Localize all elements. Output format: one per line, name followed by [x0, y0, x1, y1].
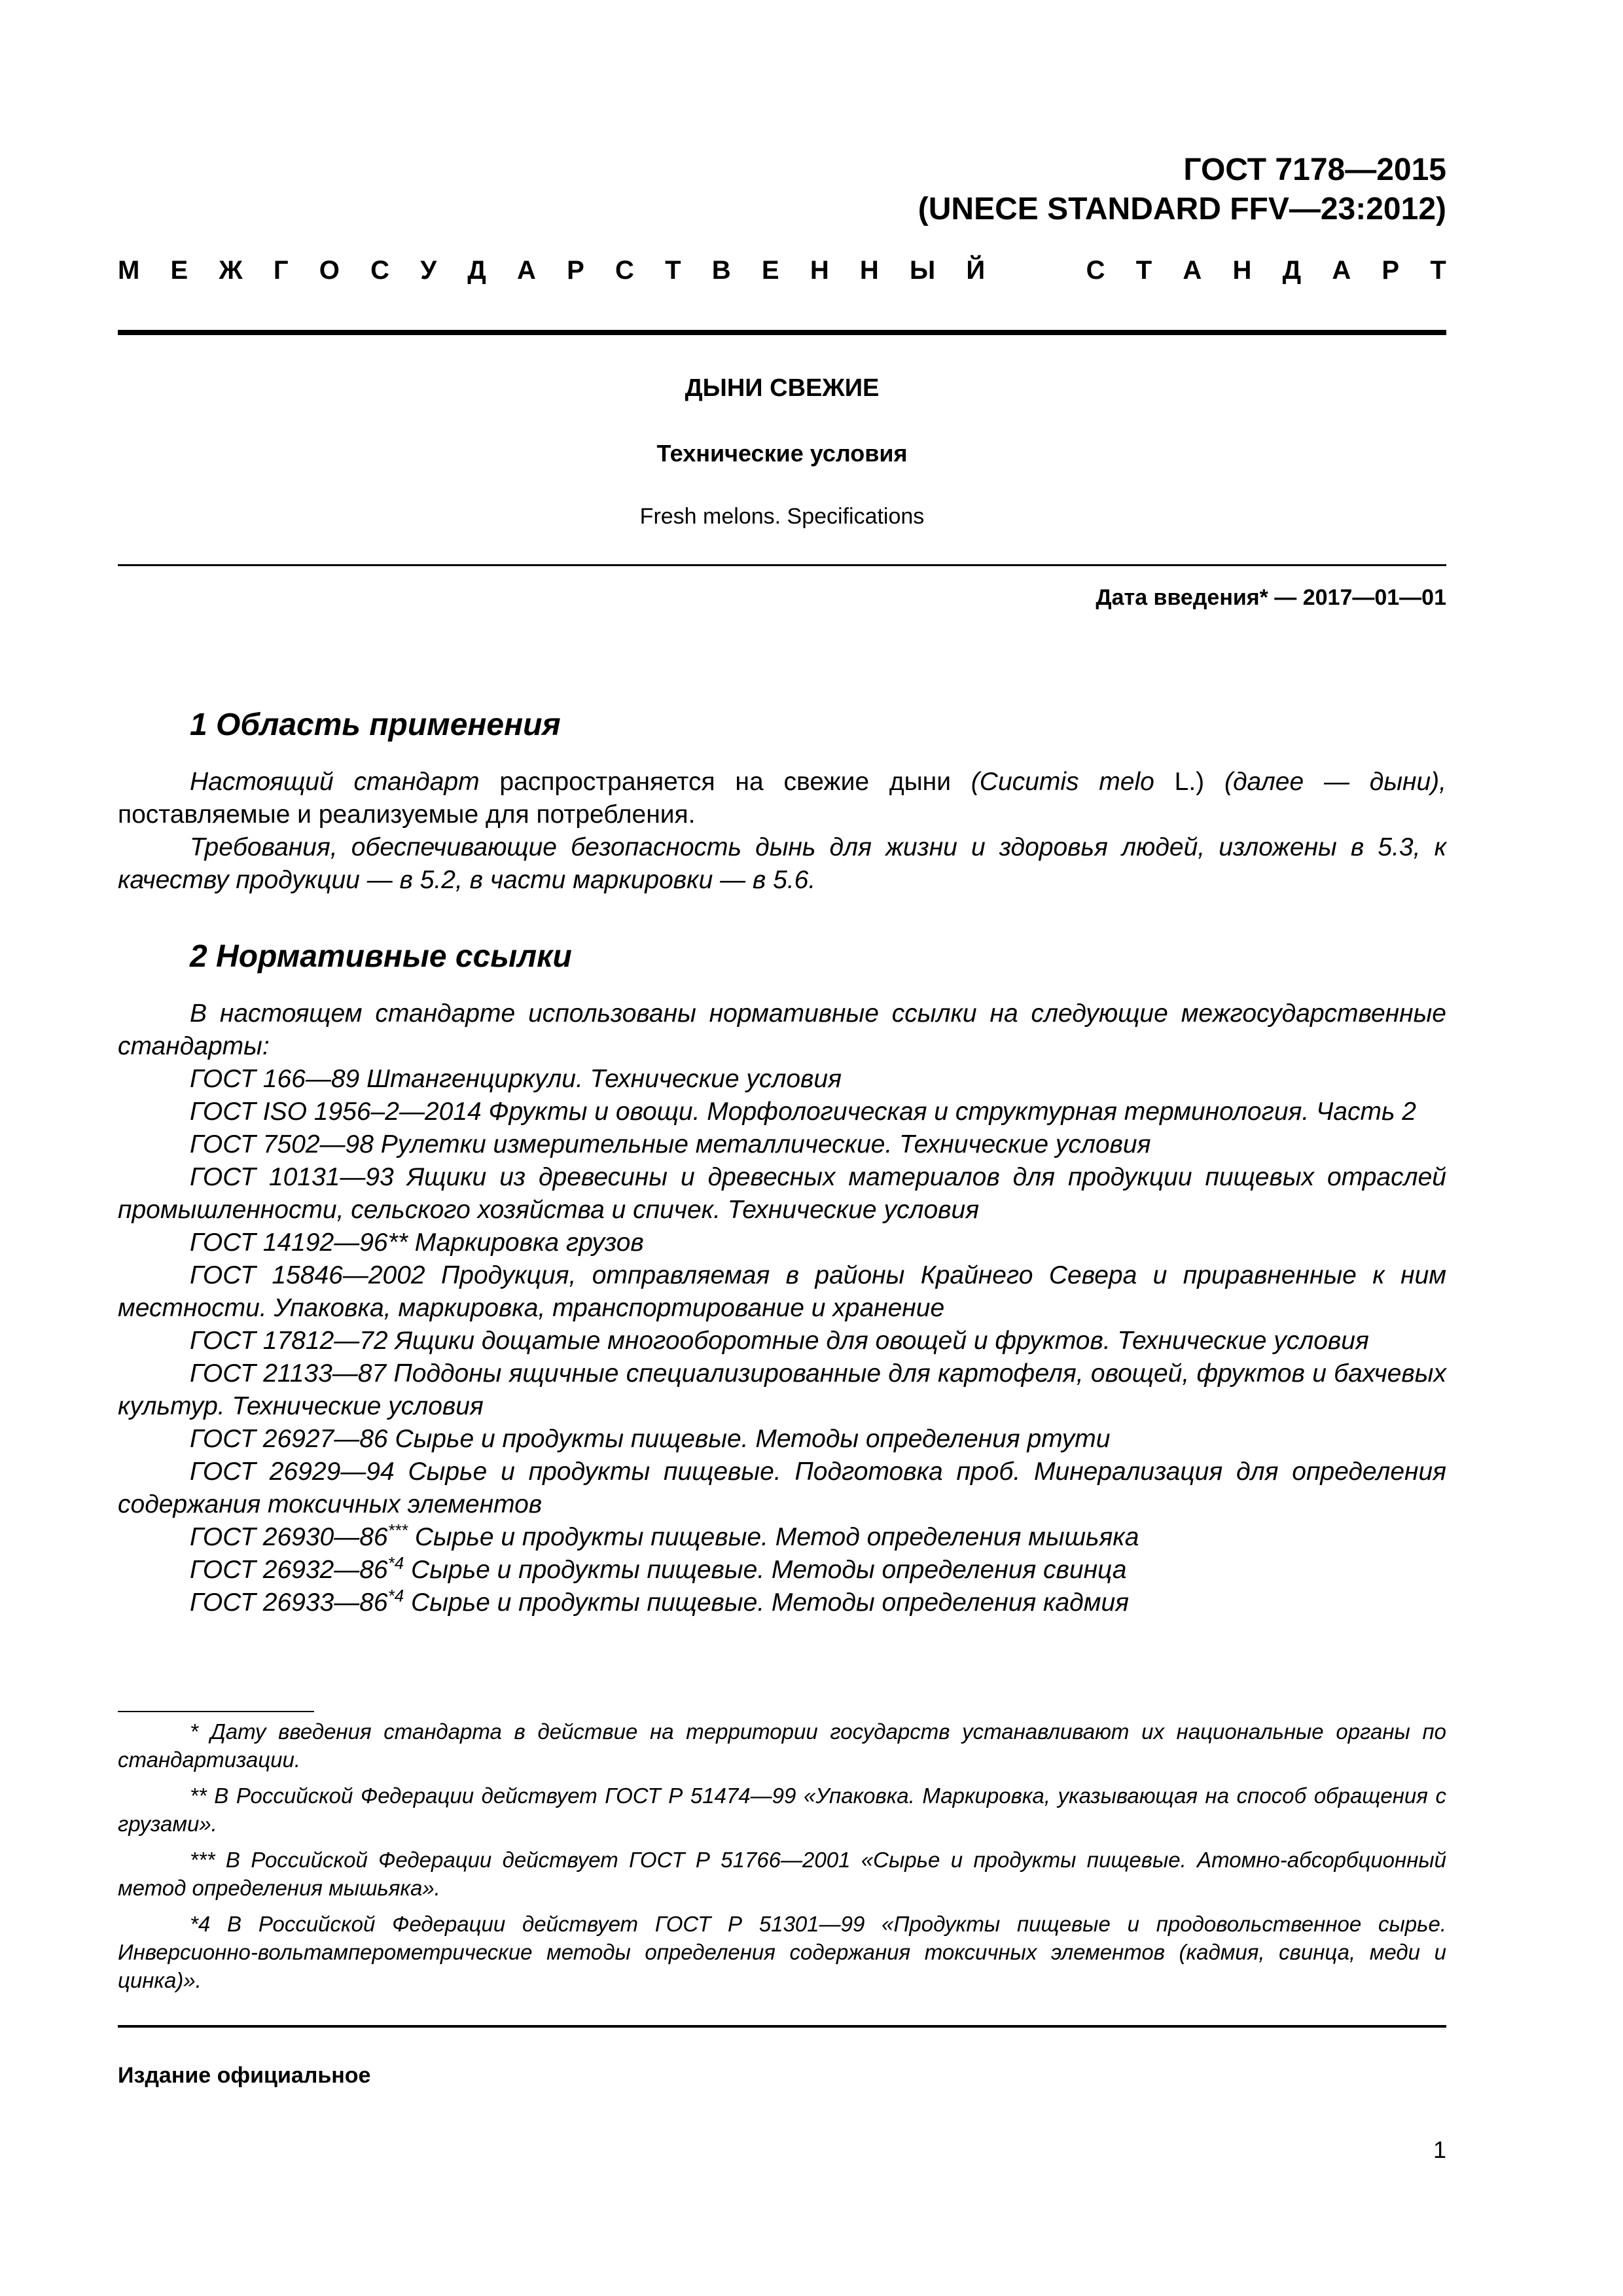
banner-letter: Р — [1382, 256, 1400, 285]
banner-letter: Т — [665, 256, 681, 285]
footnote-mark: *** — [387, 1520, 408, 1540]
section-heading: 1 Область применения — [190, 708, 561, 742]
banner-letter: Т — [1135, 256, 1152, 285]
banner-letter: А — [1332, 256, 1351, 285]
document-page — [118, 0, 1446, 2296]
references-intro: В настоящем стандарте использованы нормативные ссылки на следующие межгосударственные стандарты: — [118, 999, 1446, 1060]
banner-letter: Е — [761, 256, 779, 285]
banner-letter: Ж — [219, 256, 243, 285]
text-run: (далее — дыни), — [1224, 768, 1446, 796]
reference-item — [118, 1325, 1446, 1357]
reference-item — [118, 1259, 1446, 1325]
banner-letter: О — [319, 256, 340, 285]
banner-word-gap — [1016, 254, 1055, 287]
banner-letter: Ы — [910, 256, 936, 285]
banner-letter: Й — [966, 256, 986, 285]
document-subtitle: Технические условия — [656, 440, 908, 467]
footnote-text: В Российской Федерации действует ГОСТ Р 51474—99 «Упаковка. Маркировка, указывающая на способ обращения с грузами». — [118, 1784, 1446, 1836]
official-edition-label: Издание официальное — [118, 2063, 371, 2088]
footnotes — [118, 1717, 1446, 2002]
text-run: поставляемые и реализуемые для потребления. — [118, 800, 696, 829]
footnote-mark: * — [190, 1719, 198, 1744]
banner-letter: А — [1183, 256, 1202, 285]
footnote — [118, 1782, 1446, 1838]
reference-text: ГОСТ 21133—87 Поддоны ящичные специализированные для картофеля, овощей, фруктов и бахчевых культур. Технические условия — [118, 1359, 1446, 1420]
footnote — [118, 1717, 1446, 1774]
standard-international-equivalent: (UNECE STANDARD FFV—23:2012) — [918, 192, 1446, 226]
reference-text: ГОСТ 7502—98 Рулетки измерительные металлические. Технические условия — [190, 1130, 1151, 1158]
text-run: (Cucumis melo — [971, 768, 1154, 796]
reference-text: ГОСТ 26929—94 Сырье и продукты пищевые. Подготовка проб. Минерализация для определения содержания токсичных элементов — [118, 1458, 1446, 1518]
document-title-english: Fresh melons. Specifications — [639, 504, 925, 529]
reference-item — [118, 1456, 1446, 1521]
banner-letter: Н — [1232, 256, 1252, 285]
banner-letter: У — [420, 256, 437, 285]
reference-text: Сырье и продукты пищевые. Методы определения свинца — [404, 1556, 1127, 1584]
text-run: L.) — [1154, 768, 1224, 796]
banner-letter: С — [370, 256, 389, 285]
reference-text: ГОСТ 26933—86 — [190, 1588, 388, 1617]
reference-text: ГОСТ 14192—96** Маркировка грузов — [190, 1229, 644, 1257]
banner-letter: Е — [170, 256, 188, 285]
scope-paragraph — [118, 766, 1446, 831]
introduction-date: Дата введения* — 2017—01—01 — [1096, 585, 1446, 610]
reference-item — [118, 1521, 1446, 1554]
footnote-mark: *4 — [387, 1553, 404, 1573]
reference-text: ГОСТ 10131—93 Ящики из древесины и древесных материалов для продукции пищевых отраслей промышленности, сельского хозяйства и спичек. Технические условия — [118, 1163, 1446, 1224]
banner-letter: С — [1086, 256, 1105, 285]
footer-divider — [118, 2025, 1446, 2028]
section-normative-references — [118, 937, 1446, 1619]
reference-item — [118, 1161, 1446, 1227]
reference-text: Сырье и продукты пищевые. Метод определения мышьяка — [407, 1523, 1139, 1551]
text-run: Настоящий стандарт — [190, 768, 480, 796]
title-divider — [118, 564, 1446, 566]
interstate-standard-banner — [118, 254, 1446, 287]
standard-designation — [918, 151, 1446, 229]
reference-text: ГОСТ 15846—2002 Продукция, отправляемая в районы Крайнего Севера и приравненные к ним местности. Упаковка, маркировка, транспортирование и хранение — [118, 1261, 1446, 1322]
banner-letter: Д — [1282, 256, 1302, 285]
reference-item — [118, 1357, 1446, 1423]
banner-letter: В — [711, 256, 731, 285]
reference-text: ГОСТ 26930—86 — [190, 1523, 388, 1551]
footnote — [118, 1910, 1446, 1994]
reference-item — [118, 1063, 1446, 1096]
reference-item — [118, 1423, 1446, 1456]
text-run: распространяется на свежие дыни — [479, 768, 971, 796]
banner-letter: Р — [567, 256, 584, 285]
footnote-text: Дату введения стандарта в действие на территории государств устанавливают их национальные органы по стандартизации. — [118, 1719, 1446, 1772]
reference-item — [118, 1587, 1446, 1619]
footnote-mark: *4 — [190, 1912, 211, 1936]
reference-item — [118, 1128, 1446, 1161]
reference-text: ГОСТ ISO 1956–2—2014 Фрукты и овощи. Морфологическая и структурная терминология. Часть 2 — [190, 1098, 1416, 1126]
reference-item — [118, 1554, 1446, 1587]
section-scope — [118, 706, 1446, 897]
banner-letter: М — [118, 256, 140, 285]
footnote-mark: *** — [190, 1848, 215, 1872]
banner-letter: А — [517, 256, 536, 285]
footnote-text: В Российской Федерации действует ГОСТ Р 51766—2001 «Сырье и продукты пищевые. Атомно-абсорбционный метод определения мышьяка». — [118, 1848, 1446, 1900]
banner-letter: Н — [810, 256, 829, 285]
reference-text: ГОСТ 17812—72 Ящики дощатые многооборотные для овощей и фруктов. Технические условия — [190, 1327, 1369, 1355]
footnote-text: В Российской Федерации действует ГОСТ Р 51301—99 «Продукты пищевые и продовольственное сырье. Инверсионно-вольтамперометрические методы определения содержания токсичных элементов (кадмия, свинца, меди и цинка)». — [118, 1912, 1446, 1992]
banner-letter: С — [615, 256, 634, 285]
footnote-mark: ** — [190, 1784, 207, 1808]
reference-text: Сырье и продукты пищевые. Методы определения кадмия — [404, 1588, 1129, 1617]
page-number: 1 — [1433, 2136, 1446, 2163]
scope-requirements-paragraph: Требования, обеспечивающие безопасность дынь для жизни и здоровья людей, изложены в 5.3, к качеству продукции — в 5.2, в части маркировки — в 5.6. — [118, 833, 1446, 894]
footnote-separator — [118, 1711, 314, 1712]
banner-letter: Г — [273, 256, 289, 285]
reference-item — [118, 1096, 1446, 1128]
banner-letter: Н — [859, 256, 879, 285]
header-divider — [118, 330, 1446, 335]
reference-text: ГОСТ 26927—86 Сырье и продукты пищевые. Методы определения ртути — [190, 1425, 1111, 1453]
banner-letter: Д — [467, 256, 486, 285]
document-title: ДЫНИ СВЕЖИЕ — [685, 374, 880, 402]
section-heading: 2 Нормативные ссылки — [190, 939, 572, 974]
reference-text: ГОСТ 26932—86 — [190, 1556, 388, 1584]
banner-letter: Т — [1430, 256, 1446, 285]
standard-number: ГОСТ 7178—2015 — [1183, 152, 1446, 187]
reference-item — [118, 1227, 1446, 1259]
reference-text: ГОСТ 166—89 Штангенциркули. Технические условия — [190, 1065, 842, 1093]
footnote-mark: *4 — [387, 1586, 404, 1605]
footnote — [118, 1846, 1446, 1902]
